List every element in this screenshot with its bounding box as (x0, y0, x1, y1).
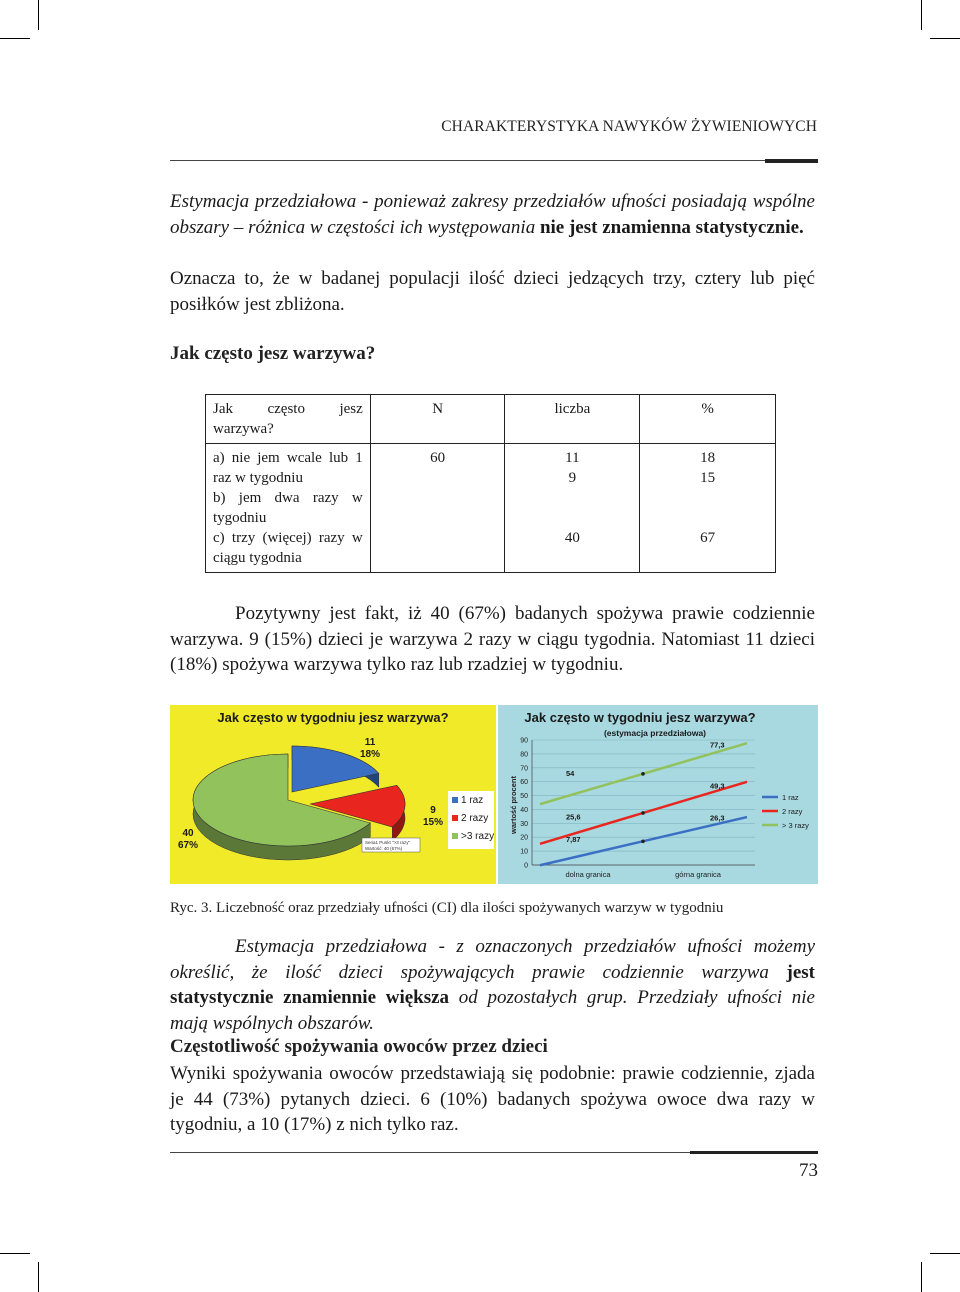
crop-mark (921, 1262, 922, 1292)
header-rule (170, 160, 818, 161)
crop-mark (930, 38, 960, 39)
pie-tooltip-line: Seria1 Punkt ">3 razy" (365, 840, 411, 845)
count-c: 40 (564, 530, 580, 546)
pie-legend-swatch (452, 797, 458, 803)
paragraph-bold: jest statystycznie znamiennie większa (170, 961, 815, 1008)
answer-a: a) nie jem wcale lub 1 raz w tygodniu (213, 450, 363, 486)
crop-mark (921, 0, 922, 30)
table-answers-cell (206, 444, 371, 573)
pie-value-label: 40 (182, 828, 194, 839)
line-annotation: 26,3 (710, 813, 725, 823)
pie-value-label: 11 (364, 737, 376, 748)
table-n-cell (370, 444, 505, 573)
header-rule-accent (765, 159, 818, 163)
pie-percent-label: 67% (177, 840, 199, 851)
crop-mark (38, 1262, 39, 1292)
table-header-count: liczba (505, 395, 640, 444)
pie-legend-swatch (452, 833, 458, 839)
percent-a: 18 (700, 450, 716, 466)
paragraph-estimation-meals (170, 189, 815, 240)
paragraph-fruit: Wyniki spożywania owoców przedstawiają się podobnie: prawie codziennie, zjada je 44 (73%) pytanych dzieci. 6 (10%) badanych spożywa owoce dwa razy w tygodniu, a 10 (17%) z nich tylko raz. (170, 1063, 815, 1135)
x-tick-label: dolna granica (565, 870, 611, 879)
pie-legend-label: >3 razy (461, 831, 495, 842)
y-tick-label: 60 (520, 779, 528, 787)
table-percent-cell (640, 444, 776, 573)
line-legend-label: > 3 razy (782, 821, 809, 830)
line-annotation: 25,6 (566, 812, 581, 822)
percent-c: 67 (700, 530, 716, 546)
table-header-row (206, 395, 776, 444)
footer-rule-accent (690, 1151, 818, 1154)
table-count-cell (505, 444, 640, 573)
pie-legend-label: 2 razy (461, 813, 489, 824)
line-annotation: 7,87 (566, 835, 581, 845)
crop-mark (0, 38, 30, 39)
y-tick-label: 90 (520, 737, 528, 745)
percent-b: 15 (700, 470, 716, 486)
heading-fruit: Częstotliwość spożywania owoców przez dzieci (170, 1036, 548, 1057)
y-tick-label: 20 (520, 834, 528, 842)
series-marker (641, 772, 645, 776)
paragraph-italic: od pozostałych grup. Przedziały ufności nie mają wspólnych obszarów. (170, 987, 815, 1034)
figure-svg (170, 705, 818, 884)
line-legend-label: 1 raz (782, 793, 799, 802)
pie-legend (448, 791, 494, 849)
x-tick-label: górna granica (675, 870, 721, 879)
y-tick-label: 80 (520, 751, 528, 759)
table-header-question: Jak często jesz warzywa? (206, 395, 371, 444)
y-tick-label: 10 (520, 848, 528, 856)
series-marker (641, 839, 645, 843)
y-tick-label: 30 (520, 820, 528, 828)
pie-title: Jak często w tygodniu jesz warzywa? (217, 710, 449, 725)
y-tick-label: 50 (520, 793, 528, 801)
crop-mark (38, 0, 39, 30)
answer-c: c) trzy (więcej) razy w ciągu tygodnia (213, 530, 363, 566)
paragraph-bold: nie jest znamienna statystycznie. (539, 216, 804, 238)
line-title: Jak często w tygodniu jesz warzywa? (524, 710, 756, 725)
paragraph-meals-conclusion: Oznacza to, że w badanej populacji ilość dzieci jedzących trzy, cztery lub pięć posiłków jest zbliżona. (170, 268, 815, 315)
pie-tooltip-line: Wartość: 40 (67%) (365, 846, 403, 851)
paragraph-vegetables-result: Pozytywny jest fakt, iż 40 (67%) badanych spożywa prawie codziennie warzywa. 9 (15%) dzieci je warzywa 2 razy w ciągu tygodnia. Natomiast 11 dzieci (18%) spożywa warzywa tylko raz lub rzadziej w tygodniu. (170, 603, 815, 675)
n-value: 60 (430, 450, 446, 466)
table-header-n: N (370, 395, 505, 444)
series-marker (641, 811, 645, 815)
paragraph-italic: Estymacja przedziałowa - z oznaczonych przedziałów ufności możemy określić, że ilość dzieci spożywających prawie codziennie warzywa (170, 936, 815, 983)
line-annotation: 49,3 (710, 781, 725, 791)
running-head: CHARAKTERYSTYKA NAWYKÓW ŻYWIENIOWYCH (441, 118, 817, 135)
table-row (206, 444, 776, 573)
page-number: 73 (799, 1160, 818, 1181)
pie-legend-label: 1 raz (461, 795, 484, 806)
count-b: 9 (568, 470, 577, 486)
figure-caption: Ryc. 3. Liczebność oraz przedziały ufności (CI) dla ilości spożywanych warzyw w tygodniu (170, 900, 724, 916)
line-annotation: 54 (566, 769, 575, 778)
pie-percent-label: 15% (422, 817, 444, 828)
y-axis-label: wartość procent (509, 776, 518, 834)
count-a: 11 (565, 450, 580, 466)
pie-percent-label: 18% (359, 749, 381, 760)
crop-mark (930, 1253, 960, 1254)
y-tick-label: 40 (520, 806, 528, 814)
line-annotation: 77,3 (710, 740, 725, 750)
y-tick-label: 0 (524, 862, 528, 870)
pie-value-label: 9 (430, 805, 436, 816)
paragraph-italic: Estymacja przedziałowa - ponieważ zakresy przedziałów ufności posiadają wspólne obszary – różnica w częstości ich występowania (170, 191, 815, 238)
heading-vegetables: Jak często jesz warzywa? (170, 343, 376, 364)
answer-b: b) jem dwa razy w tygodniu (213, 490, 363, 526)
paragraph-estimation-vegetables (170, 934, 815, 1036)
line-legend-label: 2 razy (782, 807, 803, 816)
y-tick-label: 70 (520, 765, 528, 773)
table-header-percent: % (640, 395, 776, 444)
line-subtitle: (estymacja przedziałowa) (603, 728, 707, 738)
crop-mark (0, 1253, 30, 1254)
figure-vegetables (170, 705, 818, 884)
frequency-table (205, 394, 776, 573)
pie-legend-swatch (452, 815, 458, 821)
